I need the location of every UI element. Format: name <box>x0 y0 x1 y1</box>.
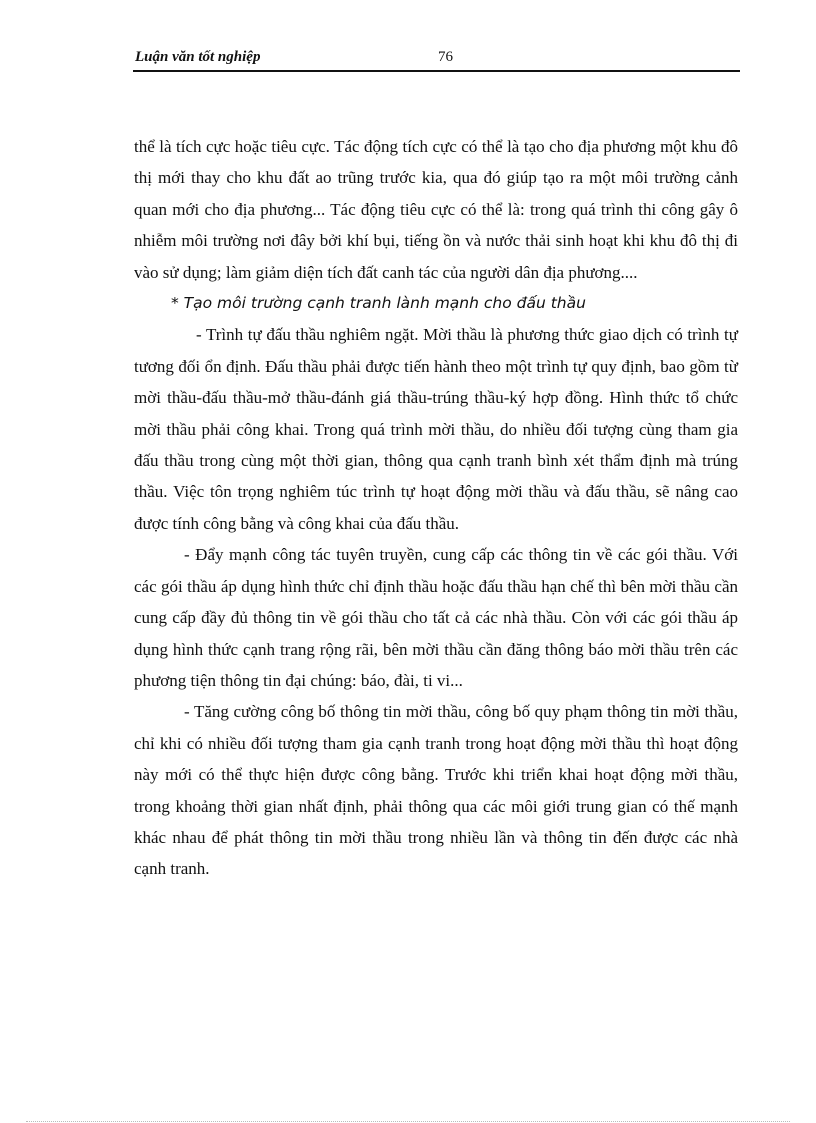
document-body <box>134 131 738 885</box>
footer-divider <box>26 1121 790 1122</box>
page-number: 76 <box>438 49 453 65</box>
header-title: Luận văn tốt nghiệp <box>135 49 261 65</box>
paragraph-continuation: thể là tích cực hoặc tiêu cực. Tác động tích cực có thể là tạo cho địa phương một khu đô thị mới thay cho khu đất ao trũng trước kia, qua đó giúp tạo ra một môi trường cảnh quan mới cho địa phương... Tác động tiêu cực có thể là: trong quá trình thi công gây ô nhiễm môi trường nơi đây bởi khí bụi, tiếng ồn và nước thải sinh hoạt khi khu đô thị đi vào sử dụng; làm giảm diện tích đất canh tác của người dân địa phương.... <box>134 137 738 282</box>
paragraph-promotion: - Đẩy mạnh công tác tuyên truyền, cung cấp các thông tin về các gói thầu. Với các gói thầu áp dụng hình thức chỉ định thầu hoặc đấu thầu hạn chế thì bên mời thầu cần cung cấp đầy đủ thông tin về gói thầu cho tất cả các nhà thầu. Còn với các gói thầu áp dụng hình thức cạnh trang rộng rãi, bên mời thầu cần đăng thông báo mời thầu trên các phương tiện thông tin đại chúng: báo, đài, ti vi... <box>134 545 738 690</box>
section-heading: * Tạo môi trường cạnh tranh lành mạnh cho đấu thầu <box>171 294 586 313</box>
paragraph-publication: - Tăng cường công bố thông tin mời thầu, công bố quy phạm thông tin mời thầu, chỉ khi có nhiều đối tượng tham gia cạnh tranh trong hoạt động mời thầu thì hoạt động này mới có thể thực hiện được công bằng. Trước khi triển khai hoạt động mời thầu, trong khoảng thời gian nhất định, phải thông qua các môi giới trung gian có thế mạnh khác nhau để phát thông tin mời thầu trong nhiều lần và thông tin đến được các nhà cạnh tranh. <box>134 702 738 879</box>
page-header <box>133 48 740 72</box>
paragraph-bidding-procedure: - Trình tự đấu thầu nghiêm ngặt. Mời thầu là phương thức giao dịch có trình tự tương đối ổn định. Đấu thầu phải được tiến hành theo một trình tự quy định, bao gồm từ mời thầu-đấu thầu-mở thầu-đánh giá thầu-trúng thầu-ký hợp đồng. Hình thức tổ chức mời thầu phải công khai. Trong quá trình mời thầu, do nhiều đối tượng cùng tham gia đấu thầu trong cùng một thời gian, thông qua cạnh tranh bình xét thẩm định mà trúng thầu. Việc tôn trọng nghiêm túc trình tự hoạt động mời thầu và đấu thầu, sẽ nâng cao được tính công bằng và công khai của đấu thầu. <box>134 325 738 533</box>
